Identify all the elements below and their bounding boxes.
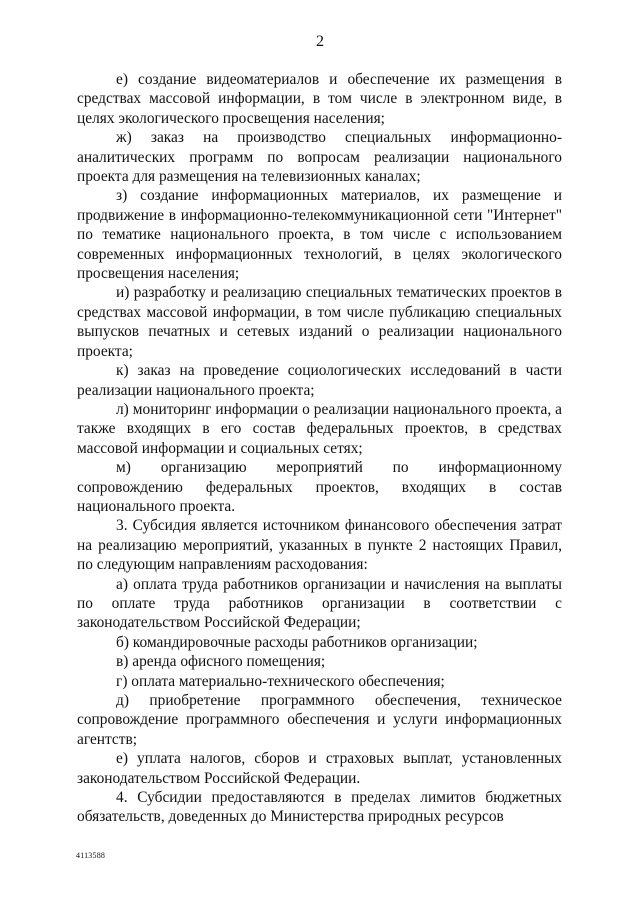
page-number: 2	[316, 33, 324, 50]
paragraph-m-events: м) организацию мероприятий по информационному сопровождению федеральных проектов, входящих в состав национального проекта.	[77, 459, 562, 515]
paragraph-a-salaries: а) оплата труда работников организации и начисления на выплаты по оплате труда работников организации в соответствии с законодательством Российской Федерации;	[77, 575, 562, 632]
paragraph-b-travel: б) командировочные расходы работников организации;	[116, 633, 478, 651]
paragraph-v-office-rent: в) аренда офисного помещения;	[116, 653, 326, 671]
document-body	[77, 70, 562, 827]
paragraph-e-video: е) создание видеоматериалов и обеспечение их размещения в средствах массовой информации, в том числе в электронном виде, в целях экологического просвещения населения;	[77, 71, 562, 127]
paragraph-z-internet-materials: з) создание информационных материалов, их размещение и продвижение в информационно-телекоммуникационной сети "Интернет" по тематике национального проекта, в том числе с использованием современных информационных технологий, в целях экологического просвещения населения;	[77, 187, 562, 283]
paragraph-3-subsidy-source: 3. Субсидия является источником финансового обеспечения затрат на реализацию мероприятий, указанных в пункте 2 настоящих Правил, по следующим направлениям расходования:	[77, 517, 562, 574]
paragraph-d-software: д) приобретение программного обеспечения, техническое сопровождение программного обеспечения и услуги информационных агентств;	[77, 692, 562, 748]
paragraph-4-subsidy-limits: 4. Субсидии предоставляются в пределах лимитов бюджетных обязательств, доведенных до Министерства природных ресурсов	[77, 789, 562, 826]
paragraph-k-sociological-research: к) заказ на проведение социологических исследований в части реализации национального проекта;	[77, 362, 562, 399]
paragraph-l-monitoring: л) мониторинг информации о реализации национального проекта, а также входящих в его состав федеральных проектов, в средствах массовой информации и социальных сетях;	[77, 400, 562, 457]
paragraph-g-materials: г) оплата материально-технического обеспечения;	[116, 672, 445, 690]
paragraph-zh-tv-programs: ж) заказ на производство специальных информационно-аналитических программ по вопросам реализации национального проекта для размещения на телевизионных каналах;	[77, 129, 562, 186]
paragraph-e-taxes: е) уплата налогов, сборов и страховых выплат, установленных законодательством Российской Федерации.	[77, 750, 562, 787]
paragraph-i-media-projects: и) разработку и реализацию специальных тематических проектов в средствах массовой информации, в том числе публикацию специальных выпусков печатных и сетевых изданий о реализации национального проекта;	[77, 284, 562, 360]
document-code: 4113588	[76, 851, 106, 860]
